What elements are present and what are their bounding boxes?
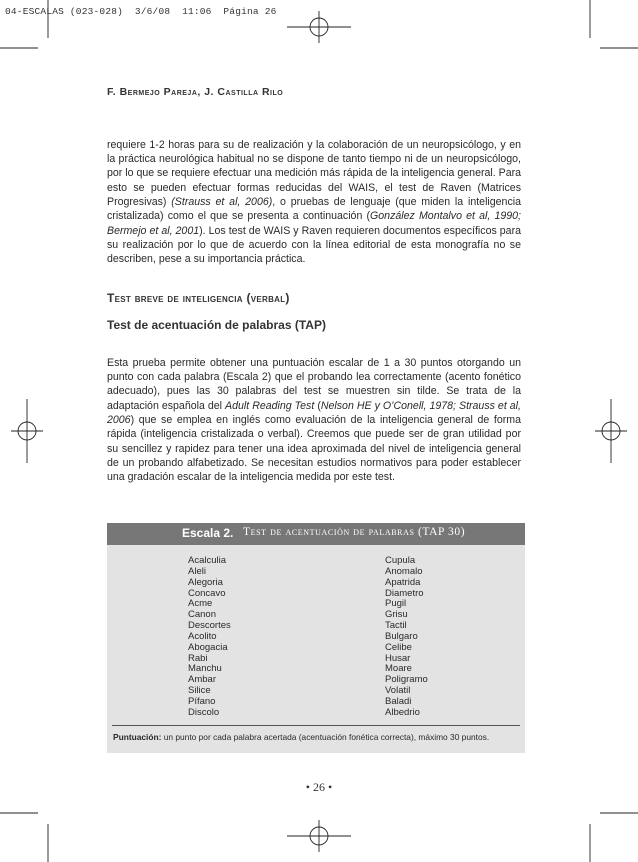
scale-word: Acalculia [188, 555, 227, 566]
scale-word: Volatil [385, 685, 411, 697]
scale-word: Descortes [188, 620, 231, 632]
scale-word: Anomalo [385, 565, 423, 577]
body-paragraph-1 [107, 138, 521, 267]
running-head: F. Bermejo Pareja, J. Castilla Rilo [107, 86, 284, 98]
scale-word: Rabi [188, 652, 208, 664]
body-paragraph-2 [107, 356, 521, 485]
scale-word: Husar [385, 652, 411, 664]
scale-box [107, 523, 525, 753]
scale-word: Poligramo [385, 674, 428, 686]
scale-word: Moare [385, 663, 412, 675]
registration-target-bottom [287, 820, 351, 852]
section-title: Test breve de inteligencia (verbal) [107, 291, 290, 305]
registration-target-top [287, 11, 351, 43]
citation-text: Adult Reading Test [225, 399, 315, 412]
scale-word: Silice [188, 685, 211, 697]
slug-file: 04-ESCALAS (023-028) [5, 6, 124, 17]
scale-word: Celibe [385, 641, 412, 653]
scale-box-footer [113, 732, 489, 742]
footer-label: Puntuación: [113, 732, 162, 742]
citation-text: González Montalvo et al, 1990; Bermejo et al, 2001 [107, 210, 522, 237]
paragraph-text: ( [314, 399, 321, 412]
scale-word: Baladi [385, 695, 412, 707]
slug-time: 11:06 [182, 6, 212, 17]
scale-title: Test de acentuación de palabras (TAP 30) [243, 526, 466, 538]
scale-word: Manchu [188, 663, 222, 675]
scale-word: Alegoria [188, 576, 223, 588]
citation-text: (Strauss et al, 2006) [171, 195, 273, 208]
page-number: • 26 • [305, 780, 333, 794]
scale-word: Bulgaro [385, 630, 418, 642]
scale-box-header [107, 523, 525, 545]
scale-word: Cupula [385, 555, 416, 566]
word-list-left [188, 556, 231, 719]
scale-word: Canon [188, 609, 216, 621]
scale-word: Tactil [385, 620, 407, 632]
footer-text: un punto por cada palabra acertada (acentuación fonética correcta), máximo 30 puntos. [163, 732, 490, 742]
scale-word: Apatrida [385, 576, 421, 588]
page-number-value: 26 [313, 780, 325, 794]
scale-word: Diametro [385, 587, 424, 599]
slug-date: 3/6/08 [134, 6, 171, 17]
paragraph-text: Esta prueba permite obtener una puntuación escalar de 1 a 30 puntos otorgando un punto con cada palabra (Escala 2) que el probando lea correctamente (acento fonético adecuado), pues las 30 palabras del test se muestren sin tilde. Se trata de la adaptación española del [107, 356, 521, 412]
scale-word: Concavo [188, 587, 226, 599]
scale-word: Albedrio [385, 706, 420, 718]
paragraph-text: requiere 1-2 horas para su de realización y la colaboración de un neuropsicólogo, y en la práctica neurológica habitual no se dispone de tanto tiempo ni de un neuropsicólogo, por lo que se requiere efectuar una medición más rápida de la inteligencia general. Para esto se pueden efectuar formas reducidas del WAIS, el test de Raven (Matrices Progresivas) [107, 138, 521, 208]
scale-word: Acolito [188, 630, 217, 642]
subsection-title: Test de acentuación de palabras (TAP) [107, 318, 326, 332]
registration-target-right [595, 399, 627, 463]
citation-text: Nelson HE y O’Conell, 1978; Strauss et al, 2006 [107, 399, 521, 426]
scale-word: Pífano [188, 695, 216, 707]
paragraph-text: ) que se emplea en inglés como evaluación de la inteligencia general de forma rápida (inteligencia cristalizada o verbal). Creemos que puede ser de gran utilidad por su sencillez y rapidez para tener una idea aproximada del nivel de inteligencia general de un probando alfabetizado. Se necesitan estudios normativos para poder establecer una gradación escalar de la inteligencia medida por este test. [107, 413, 521, 484]
slug-page: Página 26 [223, 6, 277, 17]
scale-word: Acme [188, 598, 213, 610]
scale-word: Discolo [188, 706, 220, 718]
scale-word: Grisu [385, 609, 408, 621]
scale-word: Pugil [385, 598, 407, 610]
word-list-right [385, 556, 428, 719]
scale-word: Abogacia [188, 641, 228, 653]
scale-word: Ambar [188, 674, 216, 686]
paragraph-text: ). Los test de WAIS y Raven requieren documentos específicos para su realización por lo que de acuerdo con la línea editorial de esta monografía no se describen, pese a su importancia práctica. [107, 224, 521, 266]
scale-box-divider [112, 725, 520, 726]
registration-target-left [11, 399, 43, 463]
scale-word: Aleli [188, 565, 206, 577]
paragraph-text: , o pruebas de lenguaje (que miden la inteligencia cristalizada) como el que se presenta a continuación ( [107, 195, 521, 223]
scale-label: Escala 2. [182, 526, 234, 540]
